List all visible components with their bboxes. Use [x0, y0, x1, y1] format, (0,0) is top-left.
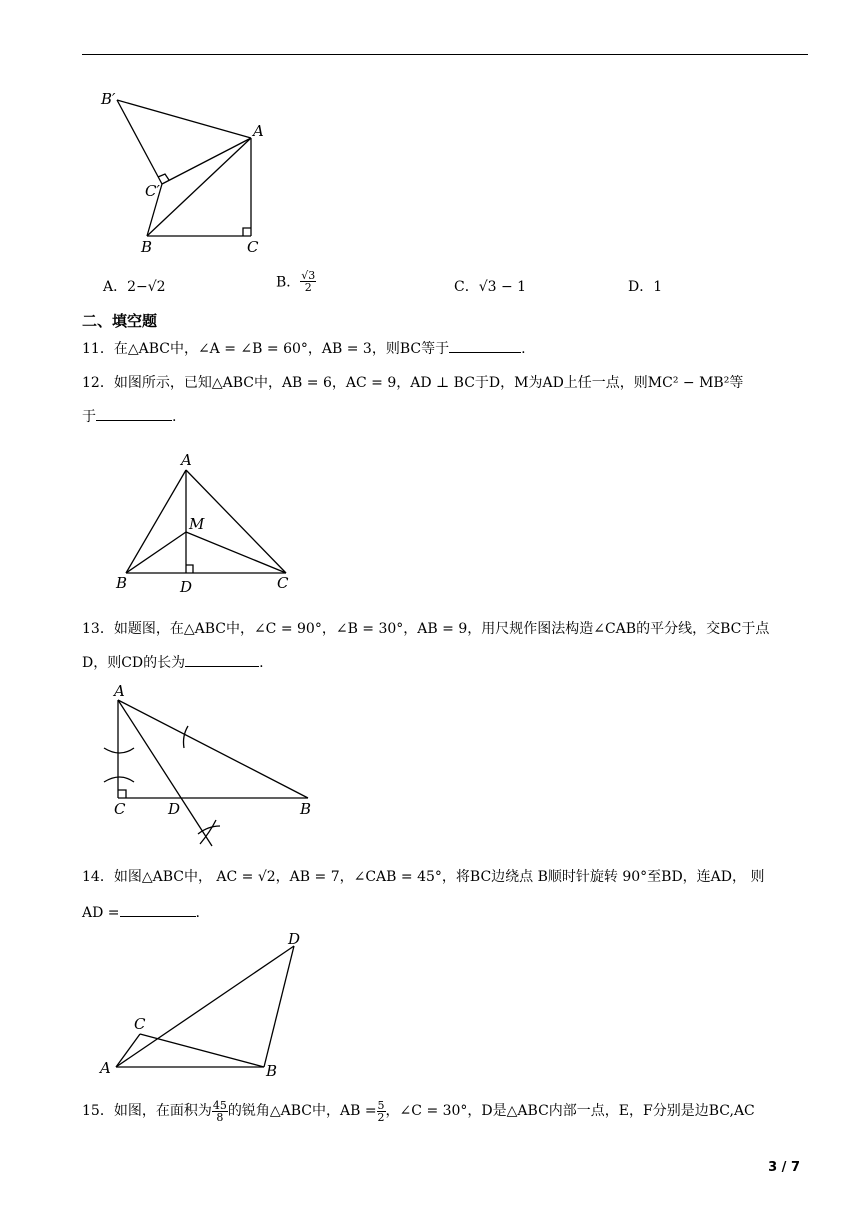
q12-figure: [110, 450, 300, 598]
q10-label-a: A: [253, 122, 264, 140]
q10-option-c: C．√3 − 1: [454, 279, 527, 295]
q10-option-b: B． $\frac{√3}{2}$: [276, 269, 316, 294]
q13-line1: 13．如题图，在△ABC中，∠C = 90°，∠B = 30°，AB = 9，用尺规作图法构造∠CAB的平分线，交BC于点: [82, 621, 770, 637]
q12-label-m: M: [189, 515, 205, 533]
page-number: 3 / 7: [768, 1160, 800, 1175]
q10-label-c: C: [247, 238, 259, 256]
q14-label-c: C: [134, 1015, 146, 1033]
q13-label-b: B: [300, 800, 312, 818]
q12-label-b: B: [116, 574, 128, 592]
q12-label-a: A: [181, 451, 192, 469]
q10-label-bprime: B′: [101, 90, 116, 108]
q14-label-b: B: [266, 1062, 278, 1080]
q14-figure: [96, 928, 326, 1084]
q12-label-d: D: [180, 578, 193, 596]
q10-option-a: A．2−√2: [103, 279, 166, 295]
q10-label-b: B: [141, 238, 153, 256]
q12-line2: 于 .: [82, 406, 176, 426]
header-rule: [82, 54, 808, 55]
q15-text: 15．如图，在面积为 $\frac{45}{8}$ 的锐角△ABC中，AB = $\frac{5}{2}$ ，∠C = 30°，D是△ABC内部一点，E，F分别是边BC,AC: [82, 1098, 755, 1124]
q11-text: 11．在△ABC中，∠A = ∠B = 60°，AB = 3，则BC等于 .: [82, 338, 526, 358]
q14-label-a: A: [100, 1059, 111, 1077]
q13-figure: [96, 680, 336, 858]
q14-label-d: D: [288, 930, 301, 948]
q14-line1: 14．如图△ABC中， AC = √2，AB = 7，∠CAB = 45°，将BC边绕点 B顺时针旋转 90°至BD，连AD， 则: [82, 869, 765, 885]
q13-line2: D，则CD的长为 .: [82, 652, 264, 672]
q13-label-d: D: [168, 800, 181, 818]
q13-label-c: C: [114, 800, 126, 818]
q10-option-d: D．1: [628, 279, 663, 295]
q12-label-c: C: [277, 574, 289, 592]
q10-label-cprime: C′: [145, 182, 160, 200]
q13-label-a: A: [114, 682, 125, 700]
q12-line1: 12．如图所示，已知△ABC中，AB = 6，AC = 9，AD ⊥ BC于D，M为AD上任一点，则MC² − MB²等: [82, 375, 744, 391]
q14-line2: AD = .: [82, 902, 200, 922]
section-fill-in-title: 二、填空题: [82, 312, 158, 330]
q10-figure: [95, 88, 285, 258]
